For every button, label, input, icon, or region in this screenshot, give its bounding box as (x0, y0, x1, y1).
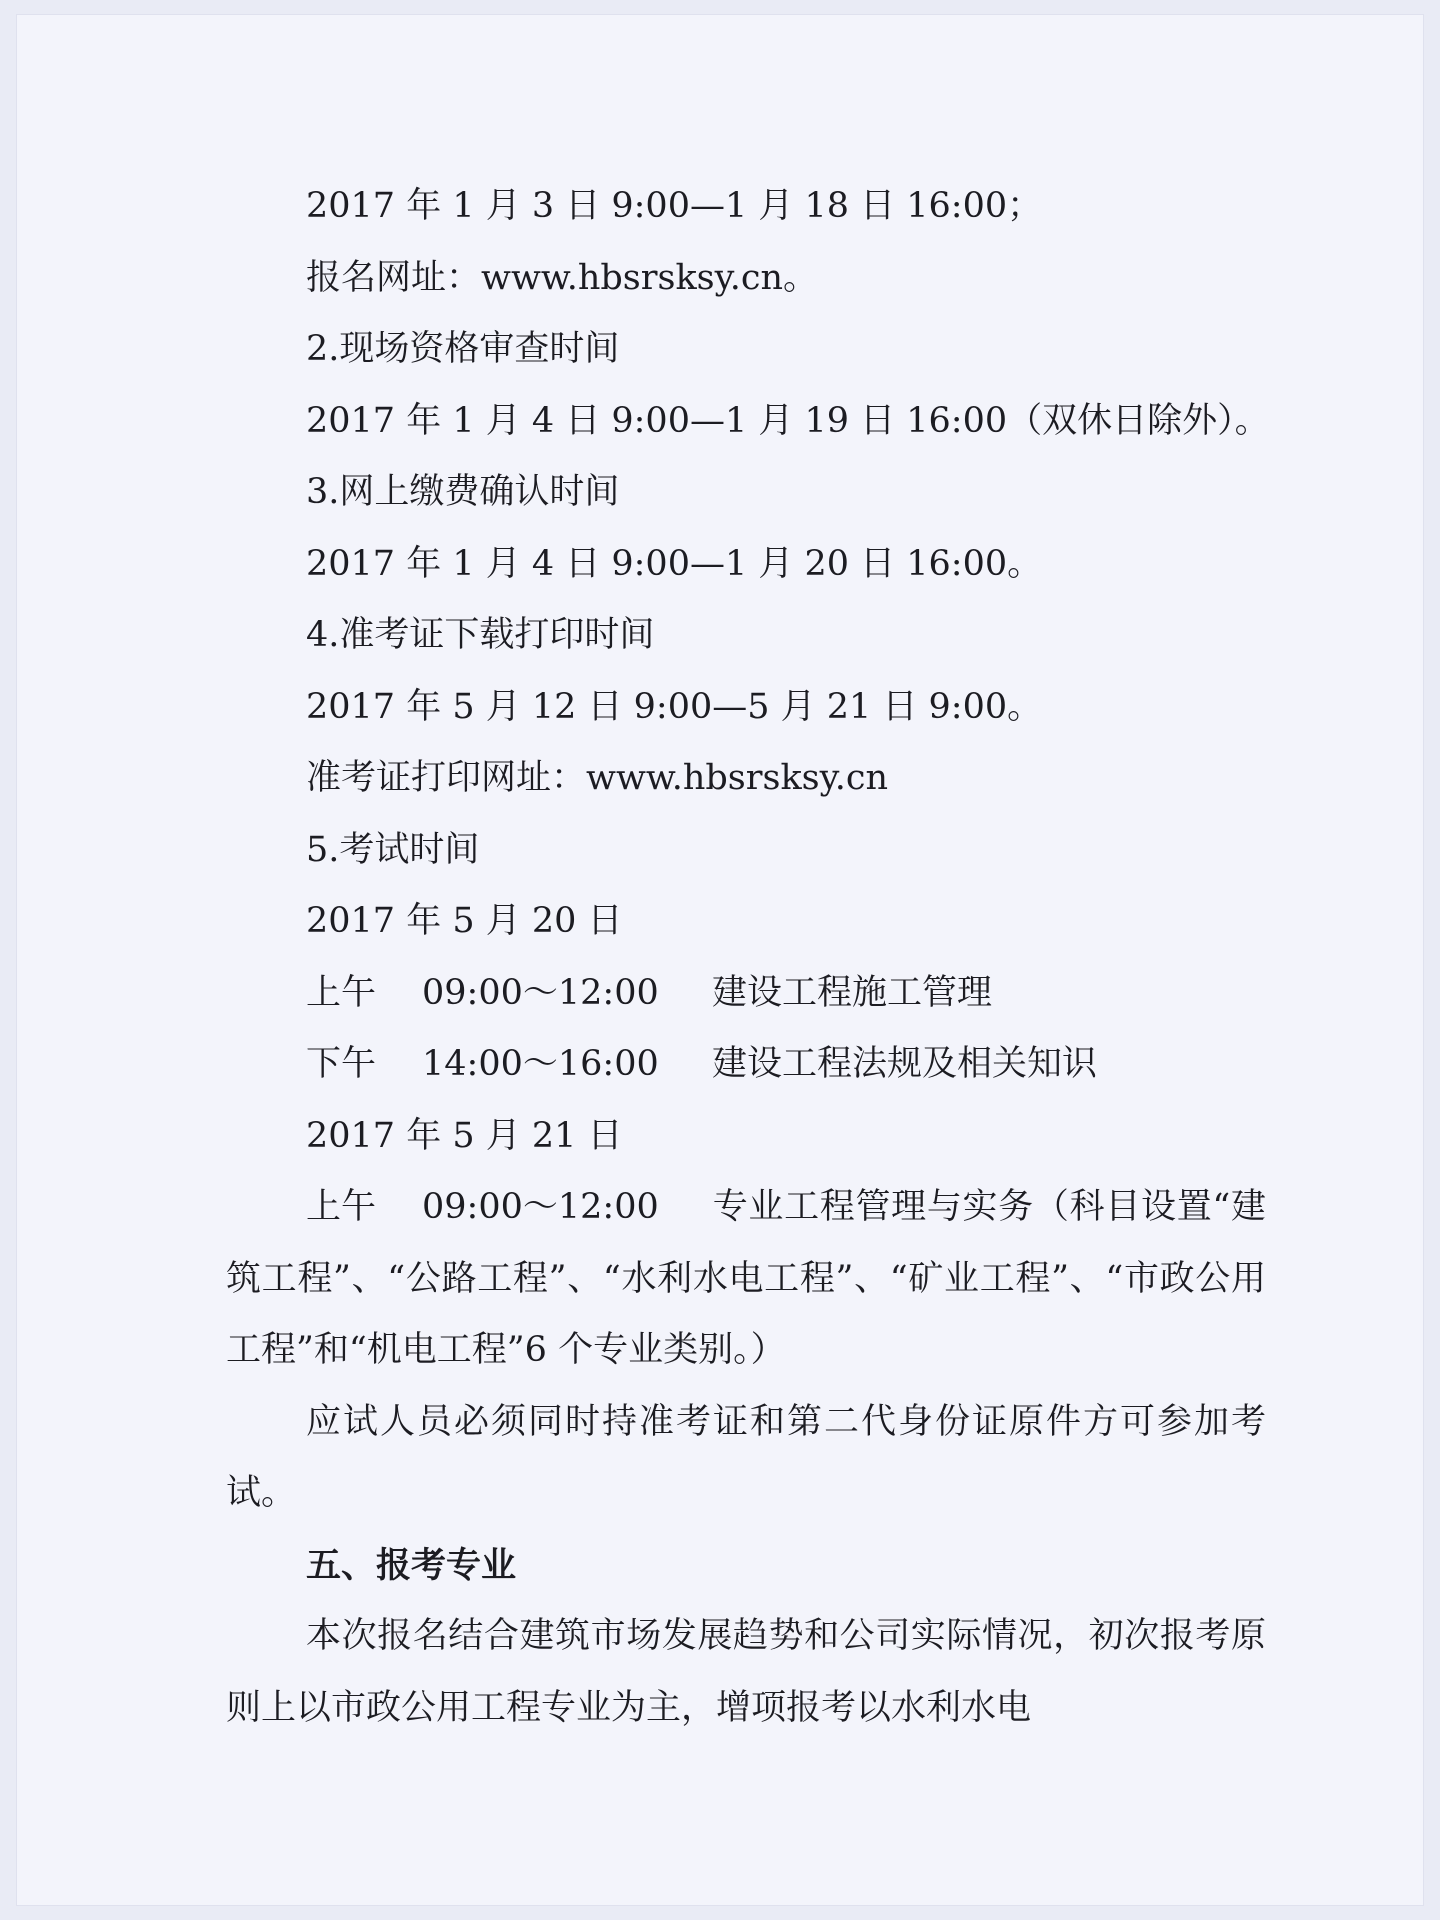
section-paragraph: 本次报名结合建筑市场发展趋势和公司实际情况，初次报考原则上以市政公用工程专业为主，增项报考以水利水电 (226, 1616, 1266, 1728)
section-heading: 五、报考专业 (306, 1544, 517, 1586)
exam-session (226, 1029, 1266, 1101)
session-time: 09:00～12:00 (422, 972, 659, 1013)
session-period: 下午 (306, 1044, 377, 1084)
session-subject: 专业工程管理与实务（科目设置“建筑工程”、“公路工程”、“水利水电工程”、“矿业工程”、“市政公用工程”和“机电工程”6 个专业类别。） (226, 1187, 1266, 1370)
exam-time-title: 5.考试时间 (306, 829, 480, 870)
admission-ticket-url: 准考证打印网址：www.hbsrsksy.cn (306, 758, 889, 798)
admission-ticket-time: 2017 年 5 月 12 日 9:00—5 月 21 日 9:00。 (306, 686, 1043, 727)
registration-url: 报名网址：www.hbsrsksy.cn。 (306, 257, 819, 298)
session-subject: 建设工程施工管理 (712, 972, 993, 1013)
registration-time: 2017 年 1 月 3 日 9:00—1 月 18 日 16:00； (306, 186, 1043, 226)
session-period: 上午 (306, 1187, 377, 1227)
session-subject: 建设工程法规及相关知识 (712, 1044, 1098, 1084)
session-time: 09:00～12:00 (422, 1187, 659, 1227)
document-body (226, 171, 1270, 1744)
session-period: 上午 (306, 972, 377, 1013)
qualification-check-title: 2.现场资格审查时间 (306, 329, 620, 369)
admission-ticket-title: 4.准考证下载打印时间 (306, 615, 655, 655)
document-page (16, 14, 1424, 1906)
qualification-check-time: 2017 年 1 月 4 日 9:00—1 月 19 日 16:00（双休日除外）。 (306, 400, 1270, 441)
exam-date: 2017 年 5 月 21 日 (306, 1115, 623, 1156)
exam-date: 2017 年 5 月 20 日 (306, 901, 623, 941)
session-time: 14:00～16:00 (422, 1044, 659, 1084)
id-requirement-paragraph: 应试人员必须同时持准考证和第二代身份证原件方可参加考试。 (226, 1401, 1266, 1513)
exam-session (226, 958, 1266, 1030)
payment-title: 3.网上缴费确认时间 (306, 472, 620, 512)
exam-session-wrapped (226, 1172, 1266, 1387)
payment-time: 2017 年 1 月 4 日 9:00—1 月 20 日 16:00。 (306, 543, 1043, 584)
